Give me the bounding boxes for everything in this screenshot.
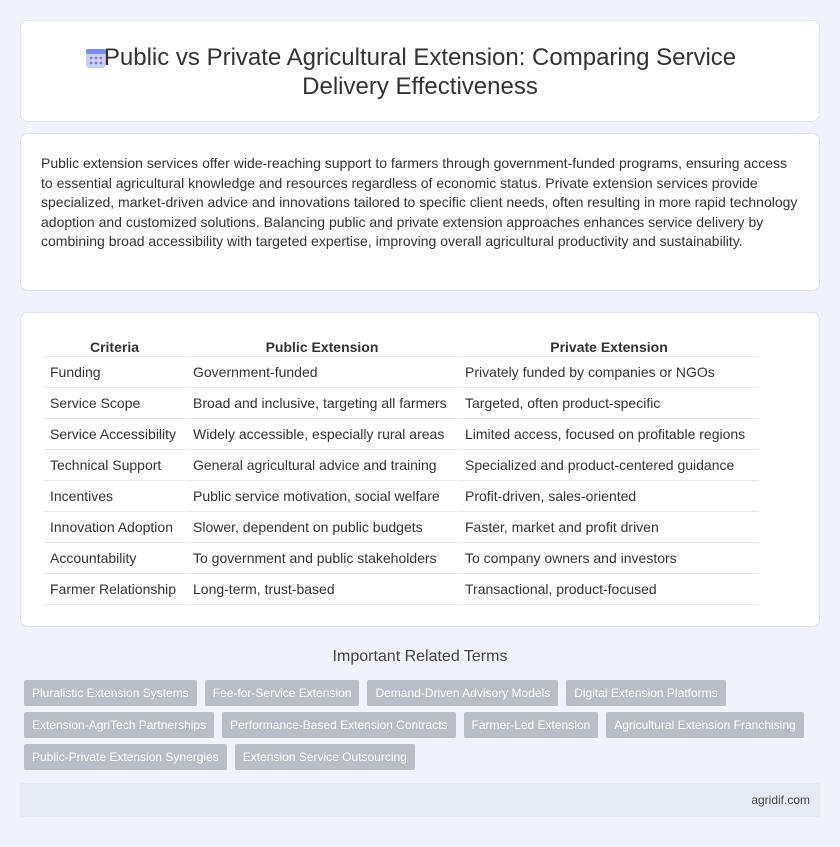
criteria-cell: Incentives (44, 481, 185, 512)
related-term-tag[interactable]: Agricultural Extension Franchising (606, 712, 803, 738)
public-cell: To government and public stakeholders (187, 543, 457, 574)
comparison-table-card (20, 312, 820, 627)
comparison-table (42, 333, 761, 605)
related-terms-list (24, 680, 804, 770)
related-term-tag[interactable]: Extension Service Outsourcing (235, 744, 415, 770)
intro-card (20, 133, 820, 291)
column-header-public: Public Extension (187, 333, 457, 357)
table-header-row (44, 333, 759, 357)
public-cell: Government-funded (187, 357, 457, 388)
private-cell: Faster, market and profit driven (459, 512, 759, 543)
table-row (44, 481, 759, 512)
criteria-cell: Farmer Relationship (44, 574, 185, 605)
related-term-tag[interactable]: Public-Private Extension Synergies (24, 744, 227, 770)
private-cell: Privately funded by companies or NGOs (459, 357, 759, 388)
criteria-cell: Accountability (44, 543, 185, 574)
private-cell: To company owners and investors (459, 543, 759, 574)
public-cell: Widely accessible, especially rural areas (187, 419, 457, 450)
page-title-line2: Delivery Effectiveness (302, 73, 538, 100)
column-header-private: Private Extension (459, 333, 759, 357)
private-cell: Transactional, product-focused (459, 574, 759, 605)
page-title (21, 43, 819, 101)
related-term-tag[interactable]: Demand-Driven Advisory Models (367, 680, 558, 706)
private-cell: Limited access, focused on profitable regions (459, 419, 759, 450)
related-terms-heading: Important Related Terms (332, 648, 508, 665)
column-header-criteria: Criteria (44, 333, 185, 357)
related-term-tag[interactable]: Performance-Based Extension Contracts (222, 712, 455, 738)
related-term-tag[interactable]: Farmer-Led Extension (464, 712, 599, 738)
table-row (44, 388, 759, 419)
intro-text: Public extension services offer wide-reaching support to farmers through government-funded programs, ensuring access to essential agricultural knowledge and resources regardless of economic status. Private extension services provide specialized, market-driven advice and innovations tailored to specific client needs, often resulting in more rapid technology adoption and customized solutions. Balancing public and private extension approaches enhances service delivery by combining broad accessibility with targeted expertise, improving overall agricultural productivity and sustainability. (41, 155, 798, 249)
criteria-cell: Service Scope (44, 388, 185, 419)
header-card (20, 20, 820, 122)
criteria-cell: Funding (44, 357, 185, 388)
page-title-line1: Public vs Private Agricultural Extension: Comparing Service (103, 44, 737, 71)
table-row (44, 543, 759, 574)
private-cell: Specialized and product-centered guidance (459, 450, 759, 481)
table-row (44, 419, 759, 450)
private-cell: Profit-driven, sales-oriented (459, 481, 759, 512)
table-row (44, 574, 759, 605)
public-cell: Long-term, trust-based (187, 574, 457, 605)
criteria-cell: Technical Support (44, 450, 185, 481)
private-cell: Targeted, often product-specific (459, 388, 759, 419)
related-term-tag[interactable]: Fee-for-Service Extension (205, 680, 360, 706)
public-cell: Broad and inclusive, targeting all farmers (187, 388, 457, 419)
related-term-tag[interactable]: Extension-AgriTech Partnerships (24, 712, 214, 738)
table-row (44, 512, 759, 543)
criteria-cell: Innovation Adoption (44, 512, 185, 543)
footer-site-link[interactable]: agridif.com (751, 793, 810, 807)
public-cell: General agricultural advice and training (187, 450, 457, 481)
related-term-tag[interactable]: Pluralistic Extension Systems (24, 680, 197, 706)
table-row (44, 357, 759, 388)
public-cell: Public service motivation, social welfare (187, 481, 457, 512)
footer (20, 783, 820, 817)
criteria-cell: Service Accessibility (44, 419, 185, 450)
table-row (44, 450, 759, 481)
public-cell: Slower, dependent on public budgets (187, 512, 457, 543)
related-term-tag[interactable]: Digital Extension Platforms (566, 680, 725, 706)
